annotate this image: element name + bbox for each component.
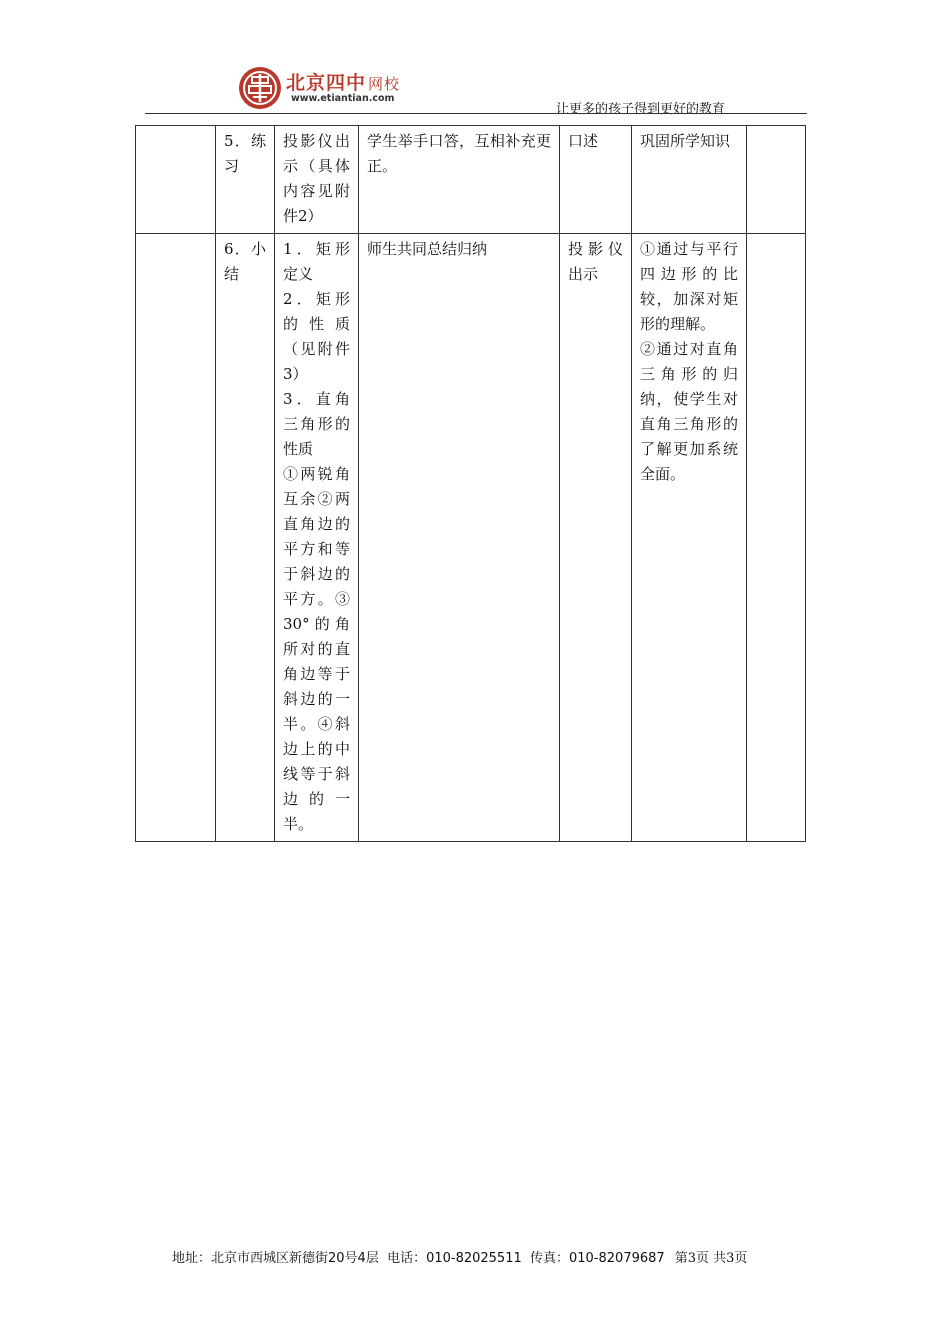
page-header xyxy=(145,62,807,117)
content-cell: 1．矩形定义 2．矩形的性质（见附件3） 3．直角三角形的性质 ①两锐角互余②两直角边的平方和等于斜边的平方。③30°的角所对的直角边等于斜边的一半。④斜边上的中线等于斜边的一半。 xyxy=(275,234,359,842)
footer-contact: 地址：北京市西城区新德街20号4层 电话：010-82025511 传真：010-82079687 xyxy=(172,1251,665,1266)
note-cell xyxy=(747,126,806,234)
page-number: 第3页 共3页 xyxy=(674,1251,748,1266)
purpose-cell: 巩固所学知识 xyxy=(632,126,747,234)
activity-cell: 师生共同总结归纳 xyxy=(359,234,560,842)
logo-url: www.etiantian.com xyxy=(291,93,395,104)
content-cell: 投影仪出示（具体内容见附件2） xyxy=(275,126,359,234)
purpose-cell: ①通过与平行四边形的比较，加深对矩形的理解。 ②通过对直角三角形的归纳，使学生对直角三角形的了解更加系统全面。 xyxy=(632,234,747,842)
table-row xyxy=(136,234,806,842)
header-divider xyxy=(145,113,807,114)
blank-cell xyxy=(136,126,216,234)
lesson-table xyxy=(135,125,806,842)
table-row xyxy=(136,126,806,234)
method-cell: 口述 xyxy=(560,126,632,234)
header-slogan: 让更多的孩子得到更好的教育 xyxy=(555,102,725,117)
logo-icon xyxy=(238,66,282,110)
step-cell: 6．小结 xyxy=(216,234,275,842)
step-cell: 5．练习 xyxy=(216,126,275,234)
blank-cell xyxy=(136,234,216,842)
logo-name: 北京四中 xyxy=(286,72,367,94)
method-cell: 投影仪出示 xyxy=(560,234,632,842)
activity-cell: 学生举手口答，互相补充更正。 xyxy=(359,126,560,234)
note-cell xyxy=(747,234,806,842)
logo-suffix: 网校 xyxy=(368,75,401,93)
logo-text xyxy=(286,68,400,95)
page-footer xyxy=(172,1247,747,1266)
